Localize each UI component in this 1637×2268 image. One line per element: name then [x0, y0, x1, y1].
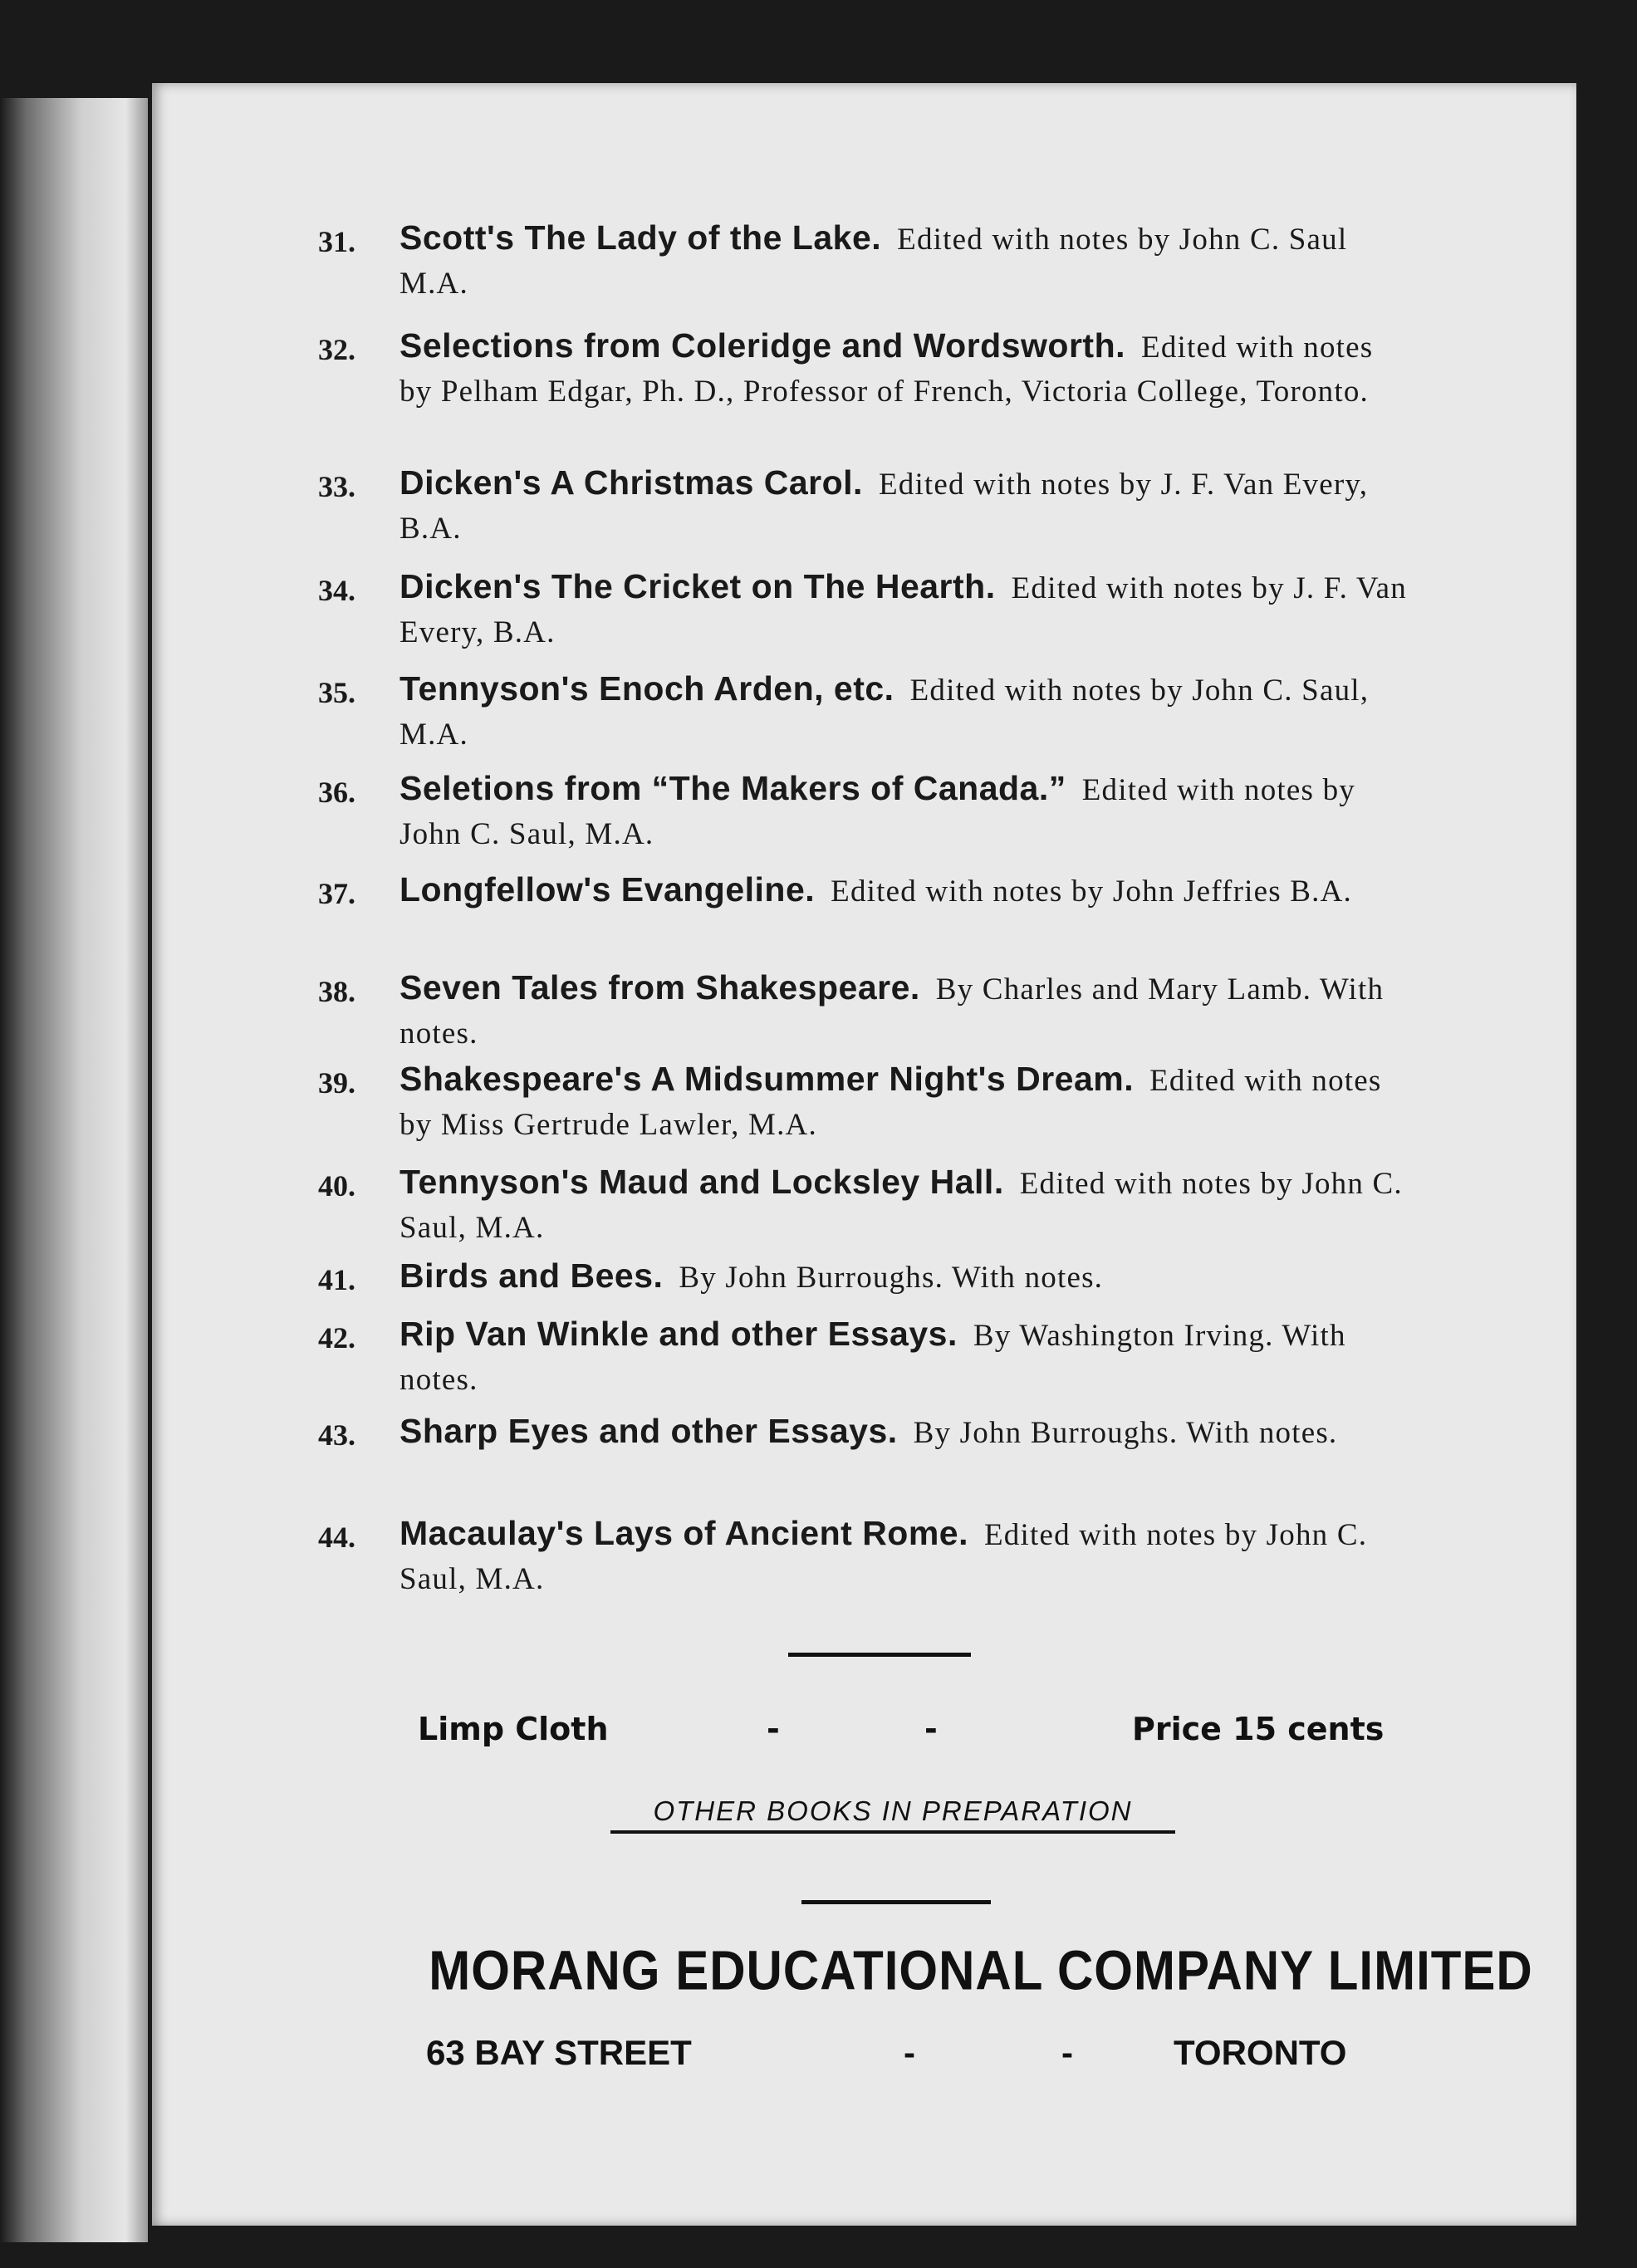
entry-title: Dicken's A Christmas Carol. — [399, 463, 863, 502]
entry-number: 37. — [318, 877, 355, 910]
entry-description: Edited with notes by John C. Saul, M.A. — [399, 773, 1355, 851]
entry-number: 44. — [318, 1521, 355, 1554]
facing-page-edge — [0, 98, 148, 2242]
catalog-entry-36 — [318, 767, 1414, 856]
entry-title: Rip Van Winkle and other Essays. — [399, 1315, 958, 1353]
entry-number: 35. — [318, 676, 355, 709]
entry-title: Selections from Coleridge and Wordsworth. — [399, 326, 1126, 365]
entry-description: Edited with notes by John C. Saul M.A. — [399, 223, 1348, 301]
street-address: 63 BAY STREET — [426, 2033, 692, 2072]
divider-rule — [788, 1653, 971, 1657]
entry-description: Edited with notes by John C. Saul, M.A. — [399, 1167, 1403, 1245]
catalog-entry-42 — [318, 1312, 1414, 1402]
entry-number: 40. — [318, 1169, 355, 1203]
entry-description: By John Burroughs. With notes. — [679, 1261, 1104, 1295]
entry-description: By Charles and Mary Lamb. With notes. — [399, 972, 1385, 1051]
entry-description: Edited with notes by J. F. Van Every, B.A. — [399, 571, 1407, 649]
price-line — [418, 1711, 1531, 1761]
entry-description: Edited with notes by John Jeffries B.A. — [831, 874, 1352, 909]
catalog-entry-39 — [318, 1057, 1414, 1147]
catalog-entry-32 — [318, 324, 1414, 414]
entry-title: Birds and Bees. — [399, 1256, 664, 1295]
catalog-entry-41 — [318, 1254, 1414, 1300]
entry-number: 33. — [318, 470, 355, 503]
catalog-entry-35 — [318, 667, 1414, 757]
catalog-entry-37 — [318, 868, 1414, 914]
catalog-entry-34 — [318, 565, 1414, 654]
price-label: Price 15 cents — [1132, 1711, 1385, 1747]
publisher-address — [426, 2033, 1539, 2083]
city-name: TORONTO — [1174, 2033, 1347, 2072]
entry-title: Sharp Eyes and other Essays. — [399, 1412, 898, 1450]
entry-description: By Washington Irving. With notes. — [399, 1319, 1346, 1397]
entry-number: 34. — [318, 574, 355, 607]
catalog-entry-44 — [318, 1511, 1414, 1601]
entry-number: 36. — [318, 776, 355, 809]
entry-description: Edited with notes by John C. Saul, M.A. — [399, 1518, 1368, 1596]
address-dash: - — [1061, 2033, 1073, 2072]
price-dash: - — [924, 1711, 938, 1747]
entry-description: Edited with notes by Miss Gertrude Lawler, M.A. — [399, 1064, 1382, 1142]
entry-title: Scott's The Lady of the Lake. — [399, 218, 882, 257]
entry-description: Edited with notes by John C. Saul, M.A. — [399, 674, 1370, 752]
entry-description: By John Burroughs. With notes. — [913, 1416, 1338, 1450]
catalog-page — [152, 83, 1576, 2226]
entry-number: 32. — [318, 333, 355, 366]
entry-title: Seven Tales from Shakespeare. — [399, 968, 920, 1007]
publisher-name: MORANG EDUCATIONAL COMPANY LIMITED — [429, 1938, 1533, 2002]
entry-title: Longfellow's Evangeline. — [399, 870, 816, 909]
entry-description: Edited with notes by Pelham Edgar, Ph. D., Professor of French, Victoria College, Toronto. — [399, 331, 1374, 409]
entry-title: Dicken's The Cricket on The Hearth. — [399, 567, 996, 605]
entry-title: Macaulay's Lays of Ancient Rome. — [399, 1514, 968, 1552]
entry-description: Edited with notes by J. F. Van Every, B.A. — [399, 468, 1369, 546]
preparation-note: OTHER BOOKS IN PREPARATION — [610, 1795, 1175, 1834]
entry-title: Shakespeare's A Midsummer Night's Dream. — [399, 1060, 1135, 1098]
entry-number: 39. — [318, 1066, 355, 1100]
entry-number: 41. — [318, 1263, 355, 1296]
catalog-entry-38 — [318, 966, 1414, 1056]
price-dash: - — [767, 1711, 780, 1747]
catalog-entry-43 — [318, 1409, 1414, 1455]
binding-label: Limp Cloth — [418, 1711, 609, 1747]
entry-number: 42. — [318, 1321, 355, 1354]
entry-number: 31. — [318, 225, 355, 258]
catalog-entry-40 — [318, 1160, 1414, 1250]
entry-number: 38. — [318, 975, 355, 1008]
entry-title: Tennyson's Maud and Locksley Hall. — [399, 1163, 1004, 1201]
address-dash: - — [904, 2033, 915, 2072]
divider-rule — [801, 1900, 991, 1904]
catalog-entry-31 — [318, 216, 1414, 306]
entry-title: Seletions from “The Makers of Canada.” — [399, 769, 1066, 807]
entry-number: 43. — [318, 1418, 355, 1452]
catalog-entry-33 — [318, 461, 1414, 551]
entry-title: Tennyson's Enoch Arden, etc. — [399, 669, 894, 708]
